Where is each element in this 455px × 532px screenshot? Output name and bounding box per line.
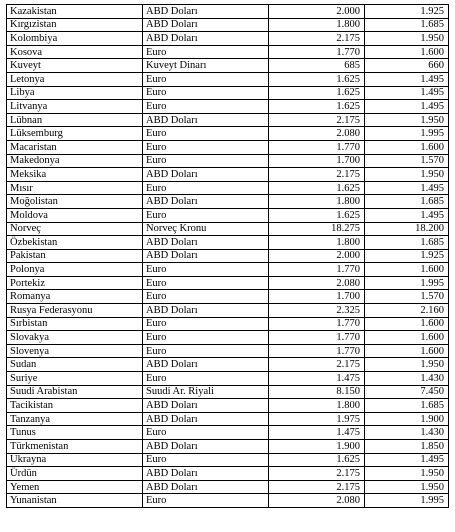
currency-cell: Euro	[143, 181, 269, 195]
amount-cell-2: 1.495	[365, 208, 449, 222]
amount-cell-1: 2.080	[269, 494, 365, 508]
allowance-table	[6, 4, 449, 508]
country-cell: Macaristan	[7, 140, 143, 154]
country-cell: Makedonya	[7, 154, 143, 168]
table-row	[7, 168, 449, 182]
table-row	[7, 494, 449, 508]
amount-cell-2: 1.600	[365, 45, 449, 59]
amount-cell-1: 685	[269, 59, 365, 73]
country-cell: Slovakya	[7, 331, 143, 345]
currency-cell: Norveç Kronu	[143, 222, 269, 236]
amount-cell-2: 1.685	[365, 399, 449, 413]
amount-cell-2: 1.495	[365, 72, 449, 86]
amount-cell-2: 1.995	[365, 276, 449, 290]
amount-cell-2: 18.200	[365, 222, 449, 236]
table-row	[7, 385, 449, 399]
amount-cell-2: 1.850	[365, 440, 449, 454]
amount-cell-1: 1.770	[269, 45, 365, 59]
country-cell: Pakistan	[7, 249, 143, 263]
amount-cell-1: 1.475	[269, 426, 365, 440]
amount-cell-1: 2.175	[269, 168, 365, 182]
currency-cell: ABD Doları	[143, 113, 269, 127]
currency-cell: Euro	[143, 154, 269, 168]
currency-cell: ABD Doları	[143, 399, 269, 413]
amount-cell-1: 1.625	[269, 208, 365, 222]
currency-cell: Suudi Ar. Riyali	[143, 385, 269, 399]
country-cell: Polonya	[7, 263, 143, 277]
amount-cell-2: 1.685	[365, 236, 449, 250]
amount-cell-2: 1.995	[365, 127, 449, 141]
country-cell: Kırgızistan	[7, 18, 143, 32]
country-cell: Sırbistan	[7, 317, 143, 331]
amount-cell-1: 1.625	[269, 100, 365, 114]
amount-cell-2: 1.495	[365, 100, 449, 114]
amount-cell-1: 2.175	[269, 32, 365, 46]
currency-cell: Euro	[143, 140, 269, 154]
amount-cell-1: 1.770	[269, 317, 365, 331]
amount-cell-2: 1.570	[365, 154, 449, 168]
amount-cell-1: 1.475	[269, 372, 365, 386]
currency-cell: ABD Doları	[143, 32, 269, 46]
amount-cell-2: 1.600	[365, 344, 449, 358]
table-row	[7, 72, 449, 86]
table-body	[7, 5, 449, 508]
amount-cell-2: 1.430	[365, 426, 449, 440]
table-row	[7, 331, 449, 345]
country-cell: Letonya	[7, 72, 143, 86]
country-cell: Suudi Arabistan	[7, 385, 143, 399]
amount-cell-2: 1.925	[365, 249, 449, 263]
amount-cell-1: 1.770	[269, 331, 365, 345]
table-row	[7, 140, 449, 154]
amount-cell-2: 1.495	[365, 86, 449, 100]
amount-cell-2: 7.450	[365, 385, 449, 399]
country-cell: Sudan	[7, 358, 143, 372]
amount-cell-1: 1.700	[269, 290, 365, 304]
currency-cell: ABD Doları	[143, 467, 269, 481]
amount-cell-1: 18.275	[269, 222, 365, 236]
table-row	[7, 440, 449, 454]
amount-cell-1: 1.800	[269, 399, 365, 413]
amount-cell-1: 2.175	[269, 480, 365, 494]
amount-cell-2: 1.950	[365, 32, 449, 46]
table-row	[7, 195, 449, 209]
table-row	[7, 249, 449, 263]
table-row	[7, 344, 449, 358]
amount-cell-2: 660	[365, 59, 449, 73]
table-row	[7, 5, 449, 19]
amount-cell-2: 1.950	[365, 480, 449, 494]
country-cell: Slovenya	[7, 344, 143, 358]
currency-cell: Euro	[143, 453, 269, 467]
country-cell: Moğolistan	[7, 195, 143, 209]
table-row	[7, 32, 449, 46]
currency-cell: Euro	[143, 127, 269, 141]
amount-cell-1: 2.080	[269, 127, 365, 141]
currency-cell: Euro	[143, 290, 269, 304]
amount-cell-2: 2.160	[365, 304, 449, 318]
amount-cell-1: 2.000	[269, 5, 365, 19]
country-cell: Kuveyt	[7, 59, 143, 73]
currency-cell: Euro	[143, 331, 269, 345]
currency-cell: ABD Doları	[143, 358, 269, 372]
table-row	[7, 86, 449, 100]
amount-cell-1: 1.700	[269, 154, 365, 168]
amount-cell-1: 1.770	[269, 140, 365, 154]
amount-cell-1: 1.800	[269, 18, 365, 32]
amount-cell-2: 1.925	[365, 5, 449, 19]
amount-cell-1: 1.800	[269, 195, 365, 209]
table-row	[7, 222, 449, 236]
table-row	[7, 263, 449, 277]
amount-cell-2: 1.495	[365, 453, 449, 467]
currency-cell: Euro	[143, 72, 269, 86]
amount-cell-1: 1.770	[269, 263, 365, 277]
amount-cell-2: 1.685	[365, 195, 449, 209]
country-cell: Litvanya	[7, 100, 143, 114]
amount-cell-1: 1.975	[269, 412, 365, 426]
country-cell: Moldova	[7, 208, 143, 222]
amount-cell-2: 1.950	[365, 113, 449, 127]
amount-cell-1: 1.625	[269, 181, 365, 195]
country-cell: Mısır	[7, 181, 143, 195]
table-row	[7, 467, 449, 481]
amount-cell-1: 2.175	[269, 358, 365, 372]
country-cell: Ukrayna	[7, 453, 143, 467]
amount-cell-2: 1.950	[365, 168, 449, 182]
currency-cell: Euro	[143, 372, 269, 386]
currency-cell: ABD Doları	[143, 18, 269, 32]
country-cell: Lüksemburg	[7, 127, 143, 141]
country-cell: Tunus	[7, 426, 143, 440]
country-cell: Ürdün	[7, 467, 143, 481]
amount-cell-2: 1.900	[365, 412, 449, 426]
table-row	[7, 100, 449, 114]
country-cell: Romanya	[7, 290, 143, 304]
amount-cell-1: 1.625	[269, 453, 365, 467]
amount-cell-1: 1.625	[269, 72, 365, 86]
country-cell: Kosova	[7, 45, 143, 59]
amount-cell-1: 1.770	[269, 344, 365, 358]
currency-cell: Euro	[143, 276, 269, 290]
country-cell: Suriye	[7, 372, 143, 386]
country-cell: Rusya Federasyonu	[7, 304, 143, 318]
country-cell: Tacikistan	[7, 399, 143, 413]
country-cell: Meksika	[7, 168, 143, 182]
table-row	[7, 399, 449, 413]
currency-cell: Euro	[143, 426, 269, 440]
currency-cell: ABD Doları	[143, 480, 269, 494]
country-cell: Libya	[7, 86, 143, 100]
currency-cell: ABD Doları	[143, 5, 269, 19]
currency-cell: Euro	[143, 263, 269, 277]
amount-cell-1: 2.000	[269, 249, 365, 263]
currency-cell: Euro	[143, 86, 269, 100]
country-cell: Özbekistan	[7, 236, 143, 250]
country-cell: Tanzanya	[7, 412, 143, 426]
currency-cell: Euro	[143, 45, 269, 59]
table-row	[7, 276, 449, 290]
amount-cell-2: 1.685	[365, 18, 449, 32]
amount-cell-1: 1.900	[269, 440, 365, 454]
country-cell: Yemen	[7, 480, 143, 494]
currency-cell: ABD Doları	[143, 195, 269, 209]
country-cell: Türkmenistan	[7, 440, 143, 454]
table-row	[7, 453, 449, 467]
table-row	[7, 18, 449, 32]
table-row	[7, 236, 449, 250]
country-cell: Kazakistan	[7, 5, 143, 19]
country-cell: Kolombiya	[7, 32, 143, 46]
table-row	[7, 45, 449, 59]
amount-cell-2: 1.600	[365, 331, 449, 345]
amount-cell-2: 1.995	[365, 494, 449, 508]
table-row	[7, 304, 449, 318]
currency-cell: Euro	[143, 344, 269, 358]
amount-cell-2: 1.430	[365, 372, 449, 386]
amount-cell-1: 1.625	[269, 86, 365, 100]
amount-cell-2: 1.950	[365, 358, 449, 372]
amount-cell-2: 1.600	[365, 317, 449, 331]
country-cell: Norveç	[7, 222, 143, 236]
amount-cell-2: 1.950	[365, 467, 449, 481]
table-row	[7, 480, 449, 494]
amount-cell-2: 1.495	[365, 181, 449, 195]
currency-cell: ABD Doları	[143, 440, 269, 454]
amount-cell-1: 2.175	[269, 467, 365, 481]
currency-cell: ABD Doları	[143, 236, 269, 250]
amount-cell-1: 1.800	[269, 236, 365, 250]
table-row	[7, 127, 449, 141]
table-row	[7, 181, 449, 195]
amount-cell-1: 2.325	[269, 304, 365, 318]
table-row	[7, 412, 449, 426]
currency-cell: ABD Doları	[143, 168, 269, 182]
currency-cell: ABD Doları	[143, 412, 269, 426]
table-row	[7, 317, 449, 331]
currency-cell: Kuveyt Dinarı	[143, 59, 269, 73]
table-row	[7, 113, 449, 127]
currency-cell: ABD Doları	[143, 304, 269, 318]
amount-cell-2: 1.600	[365, 263, 449, 277]
amount-cell-1: 2.175	[269, 113, 365, 127]
currency-cell: Euro	[143, 317, 269, 331]
currency-cell: Euro	[143, 100, 269, 114]
amount-cell-2: 1.570	[365, 290, 449, 304]
table-row	[7, 358, 449, 372]
table-row	[7, 372, 449, 386]
table-row	[7, 290, 449, 304]
country-cell: Lübnan	[7, 113, 143, 127]
table-row	[7, 59, 449, 73]
table-row	[7, 208, 449, 222]
amount-cell-2: 1.600	[365, 140, 449, 154]
country-cell: Portekiz	[7, 276, 143, 290]
amount-cell-1: 2.080	[269, 276, 365, 290]
currency-cell: ABD Doları	[143, 249, 269, 263]
currency-cell: Euro	[143, 208, 269, 222]
table-row	[7, 426, 449, 440]
currency-cell: Euro	[143, 494, 269, 508]
country-cell: Yunanistan	[7, 494, 143, 508]
amount-cell-1: 8.150	[269, 385, 365, 399]
table-row	[7, 154, 449, 168]
